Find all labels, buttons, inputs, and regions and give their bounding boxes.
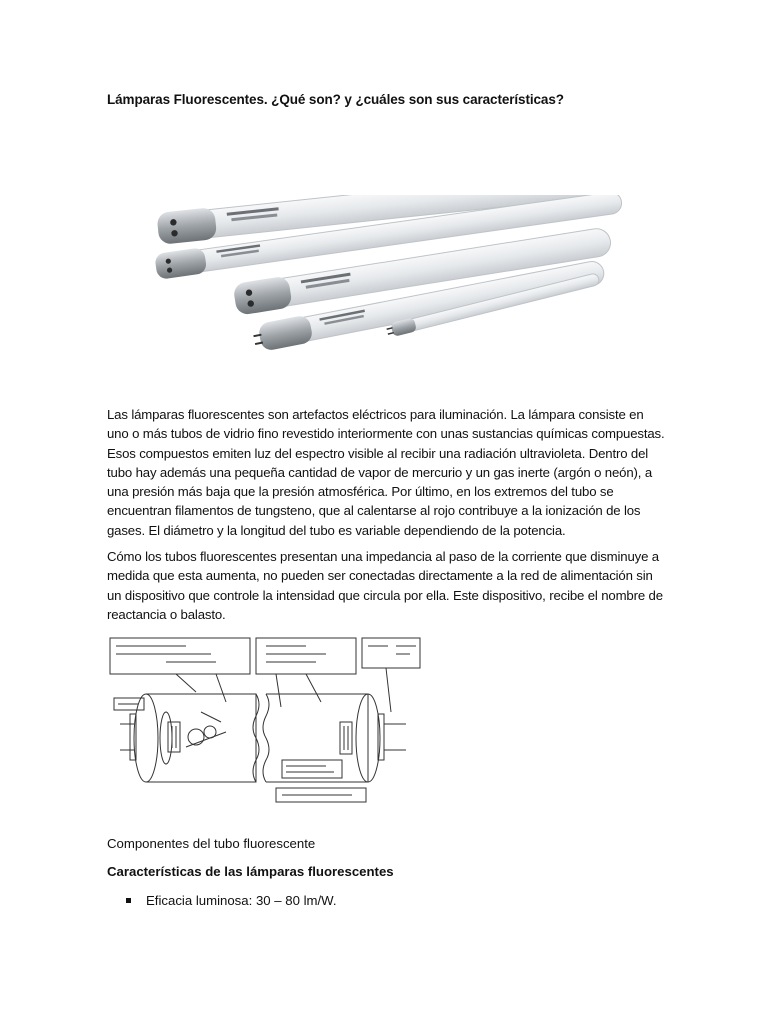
fluorescent-tubes-photo: [150, 195, 630, 365]
characteristics-list: [126, 893, 337, 908]
square-bullet-icon: [126, 898, 131, 903]
paragraph-definition: Las lámparas fluorescentes son artefactos eléctricos para iluminación. La lámpara consiste en uno o más tubos de vidrio fino revestido interiormente con unas sustancias químicas compuestas. Esos compuestos emiten luz del espectro visible al recibir una radiación ultravioleta. Dentro del tubo hay además una pequeña cantidad de vapor de mercurio y un gas inerte (argón o neón), a una presión más baja que la presión atmosférica. Por último, en los extremos del tubo se encuentran filamentos de tungsteno, que al calentarse al rojo contribuye a la ionización de los gases. El diámetro y la longitud del tubo es variable dependiendo de la potencia.: [107, 407, 665, 538]
list-item-text: Eficacia luminosa: 30 – 80 lm/W.: [146, 893, 337, 908]
list-item: [126, 893, 337, 908]
tube-components-diagram: [106, 632, 424, 812]
section-heading: Características de las lámparas fluorescentes: [107, 864, 394, 879]
paragraph-ballast: Cómo los tubos fluorescentes presentan una impedancia al paso de la corriente que disminuye a medida que esta aumenta, no pueden ser conectadas directamente a la red de alimentación sin un dispositivo que controle la intensidad que circula por ella. Este dispositivo, recibe el nombre de reactancia o balasto.: [107, 549, 663, 622]
document-title: Lámparas Fluorescentes. ¿Qué son? y ¿cuáles son sus características?: [107, 92, 564, 107]
diagram-caption: Componentes del tubo fluorescente: [107, 836, 316, 851]
